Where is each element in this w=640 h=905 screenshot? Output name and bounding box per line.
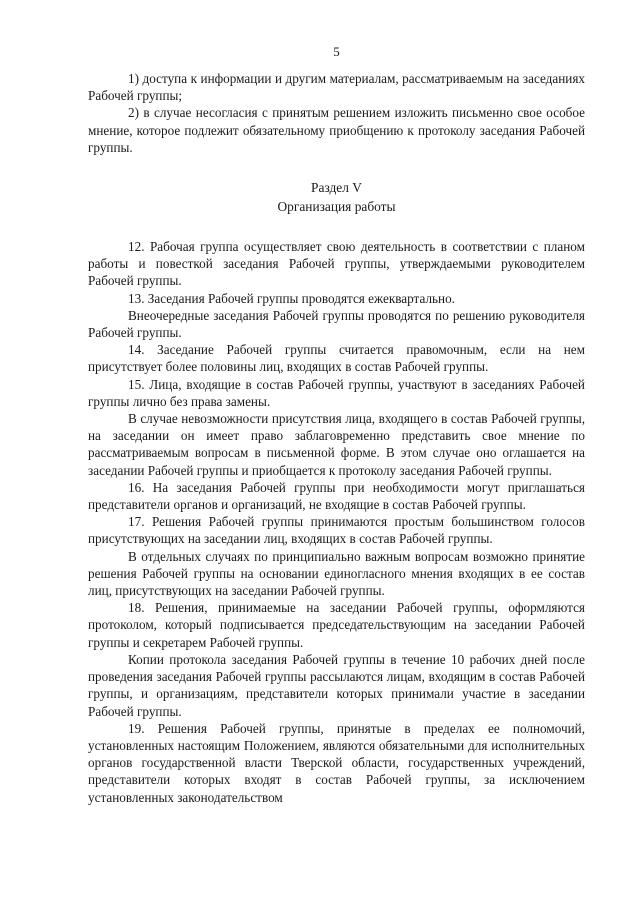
document-body: [88, 70, 585, 806]
page-number: 5: [333, 44, 340, 59]
paragraph-18: 18. Решения, принимаемые на заседании Рабочей группы, оформляются протоколом, который подписывается председательствующим на заседании Рабочей группы и секретарем Рабочей группы.: [88, 600, 585, 650]
section-heading: [88, 178, 585, 216]
paragraph-19: 19. Решения Рабочей группы, принятые в пределах ее полномочий, установленных настоящим Положением, являются обязательными для исполнительных органов государственной власти Тверской области, государственных учреждений, представители которых входят в состав Рабочей группы, за исключением установленных законодательством: [88, 720, 585, 805]
paragraph-17-extra: В отдельных случаях по принципиально важным вопросам возможно принятие решения Рабочей группы на основании единогласного мнения входящих в ее состав лиц, присутствующих на заседании Рабочей группы.: [88, 548, 585, 599]
paragraph-16: 16. На заседания Рабочей группы при необходимости могут приглашаться представители органов и организаций, не входящие в состав Рабочей группы.: [88, 479, 585, 513]
paragraph-18-extra: Копии протокола заседания Рабочей группы в течение 10 рабочих дней после проведения заседания Рабочей группы рассылаются лицам, входящим в состав Рабочей группы, и организациям, представители которых принимали участие в заседании Рабочей группы.: [88, 651, 585, 719]
section-title: Организация работы: [277, 199, 396, 215]
paragraph-13: 13. Заседания Рабочей группы проводятся ежеквартально.: [128, 290, 455, 306]
paragraph-17: 17. Решения Рабочей группы принимаются простым большинством голосов присутствующих на заседании лиц, входящих в состав Рабочей группы.: [88, 514, 585, 547]
section-number: Раздел V: [311, 180, 362, 196]
intro-paragraph-1: 1) доступа к информации и другим материалам, рассматриваемым на заседаниях Рабочей группы;: [88, 71, 585, 104]
paragraph-15-extra: В случае невозможности присутствия лица, входящего в состав Рабочей группы, на заседании он имеет право заблаговременно представить свое мнение по рассматриваемым вопросам в письменной форме. В этом случае оно оглашается на заседании Рабочей группы и приобщается к протоколу заседания Рабочей группы.: [88, 411, 585, 478]
intro-paragraph-2: 2) в случае несогласия с принятым решением изложить письменно свое особое мнение, которое подлежит обязательному приобщению к протоколу заседания Рабочей группы.: [88, 105, 585, 155]
paragraph-12: 12. Рабочая группа осуществляет свою деятельность в соответствии с планом работы и повесткой заседания Рабочей группы, утверждаемыми руководителем Рабочей группы.: [88, 239, 585, 289]
paragraph-15: 15. Лица, входящие в состав Рабочей группы, участвуют в заседаниях Рабочей группы лично без права замены.: [88, 376, 585, 409]
paragraph-13-extra: Внеочередные заседания Рабочей группы проводятся по решению руководителя Рабочей группы.: [88, 307, 585, 341]
paragraph-14: 14. Заседание Рабочей группы считается правомочным, если на нем присутствует более половины лиц, входящих в состав Рабочей группы.: [88, 342, 585, 375]
